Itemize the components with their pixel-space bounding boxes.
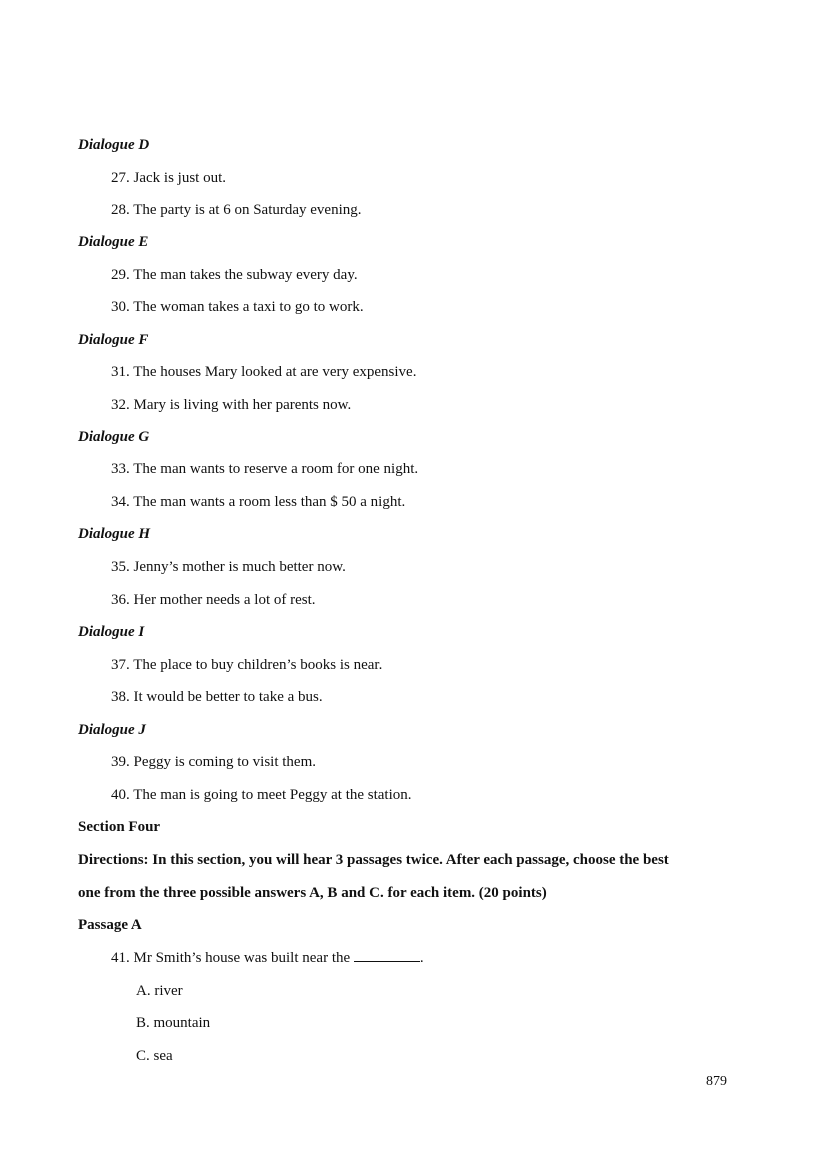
option-c: C. sea: [136, 1048, 173, 1064]
statement-40: 40. The man is going to meet Peggy at the station.: [111, 787, 412, 803]
question-41: [111, 948, 424, 968]
question-41-stem: 41. Mr Smith’s house was built near the: [111, 950, 351, 966]
statement-32: 32. Mary is living with her parents now.: [111, 397, 352, 413]
answer-blank: [354, 948, 420, 962]
question-41-end: .: [419, 950, 424, 966]
statement-36: 36. Her mother needs a lot of rest.: [111, 592, 316, 608]
section-four-heading: Section Four: [78, 819, 161, 835]
passage-a-heading: Passage A: [78, 917, 142, 933]
statement-38: 38. It would be better to take a bus.: [111, 689, 323, 705]
statement-35: 35. Jenny’s mother is much better now.: [111, 559, 346, 575]
option-a: A. river: [136, 983, 183, 999]
option-b: B. mountain: [136, 1015, 211, 1031]
statement-27: 27. Jack is just out.: [111, 170, 226, 186]
statement-31: 31. The houses Mary looked at are very expensive.: [111, 364, 417, 380]
statement-33: 33. The man wants to reserve a room for one night.: [111, 461, 419, 477]
statement-34: 34. The man wants a room less than $ 50 a night.: [111, 494, 406, 510]
statement-28: 28. The party is at 6 on Saturday evening.: [111, 202, 362, 218]
directions-line-1: Directions: In this section, you will hear 3 passages twice. After each passage, choose the best: [78, 852, 669, 868]
dialogue-i-heading: Dialogue I: [78, 624, 145, 640]
dialogue-d-heading: Dialogue D: [78, 137, 150, 153]
statement-29: 29. The man takes the subway every day.: [111, 267, 358, 283]
statement-39: 39. Peggy is coming to visit them.: [111, 754, 316, 770]
dialogue-g-heading: Dialogue G: [78, 429, 150, 445]
dialogue-h-heading: Dialogue H: [78, 526, 151, 542]
statement-30: 30. The woman takes a taxi to go to work.: [111, 299, 364, 315]
dialogue-e-heading: Dialogue E: [78, 234, 149, 250]
dialogue-j-heading: Dialogue J: [78, 722, 146, 738]
dialogue-f-heading: Dialogue F: [78, 332, 149, 348]
directions-line-2: one from the three possible answers A, B and C. for each item. (20 points): [78, 885, 547, 901]
page-number: 879: [706, 1074, 727, 1089]
statement-37: 37. The place to buy children’s books is near.: [111, 657, 383, 673]
